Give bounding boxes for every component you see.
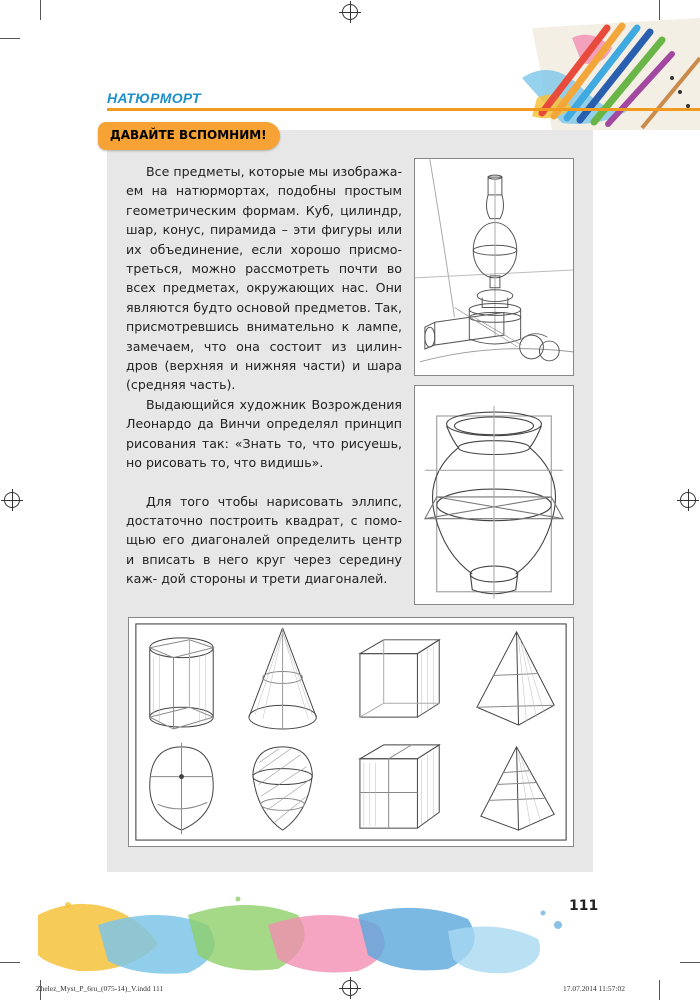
remember-badge-label: ДАВАЙТЕ ВСПОМНИМ!	[110, 128, 267, 142]
page-number: 111	[569, 898, 599, 914]
crop-mark-top-right	[659, 0, 660, 20]
registration-mark-right-icon	[680, 492, 696, 508]
paragraph-ellipse-method: Для того чтобы нарисовать эллипс, достаточно построить квадрат, с помо- щью его диагоналей определить центр и вписать в него круг через середину каж- дой стороны и трети диагоналей.	[126, 493, 402, 587]
registration-mark-left-icon	[4, 492, 20, 508]
registration-mark-top-icon	[342, 4, 358, 20]
vase-drawing-figure	[414, 385, 574, 605]
registration-mark-bottom-icon	[342, 980, 358, 996]
crop-mark-right-bottom	[680, 962, 700, 963]
paragraph-leonardo-quote: Выдающийся художник Возрождения Леонардо да Винчи определял принцип рисования так: «Знать то, что рисуешь, но рисовать то, что видишь».	[126, 396, 402, 471]
footer-file-info: Zhelez_Myst_P_6ru_(075-14)_V.indd 111	[36, 984, 164, 993]
crop-mark-top-left	[40, 0, 41, 20]
geometric-shapes-figure	[128, 617, 574, 847]
paragraph-geometric-forms: Все предметы, которые мы изобража- ем на натюрмортах, подобны простым геометрическим формам. Куб, цилиндр, шар, конус, пирамида – эти фигуры или их объединение, если хорошо присмо- треться, можно рассмотреть почти во всех предметах, окружающих нас. Они являются будто основой предметов. Так, присмотревшись внимательно к лампе, замечаем, что она состоит из цилин- дров (верхняя и нижняя части) и шара (средняя часть).	[126, 164, 402, 393]
crop-mark-left-bottom	[0, 962, 20, 963]
section-title: НАТЮРМОРТ	[107, 90, 201, 106]
crop-mark-left-top	[0, 38, 20, 39]
footer-timestamp: 17.07.2014 11:57:02	[563, 984, 626, 993]
paint-splash-decoration	[38, 885, 578, 977]
crop-mark-bottom-right	[659, 980, 660, 1000]
body-text	[126, 162, 402, 589]
pencils-illustration	[512, 18, 700, 130]
lamp-drawing-figure	[414, 158, 574, 376]
section-divider	[107, 108, 700, 111]
remember-badge	[98, 122, 280, 150]
